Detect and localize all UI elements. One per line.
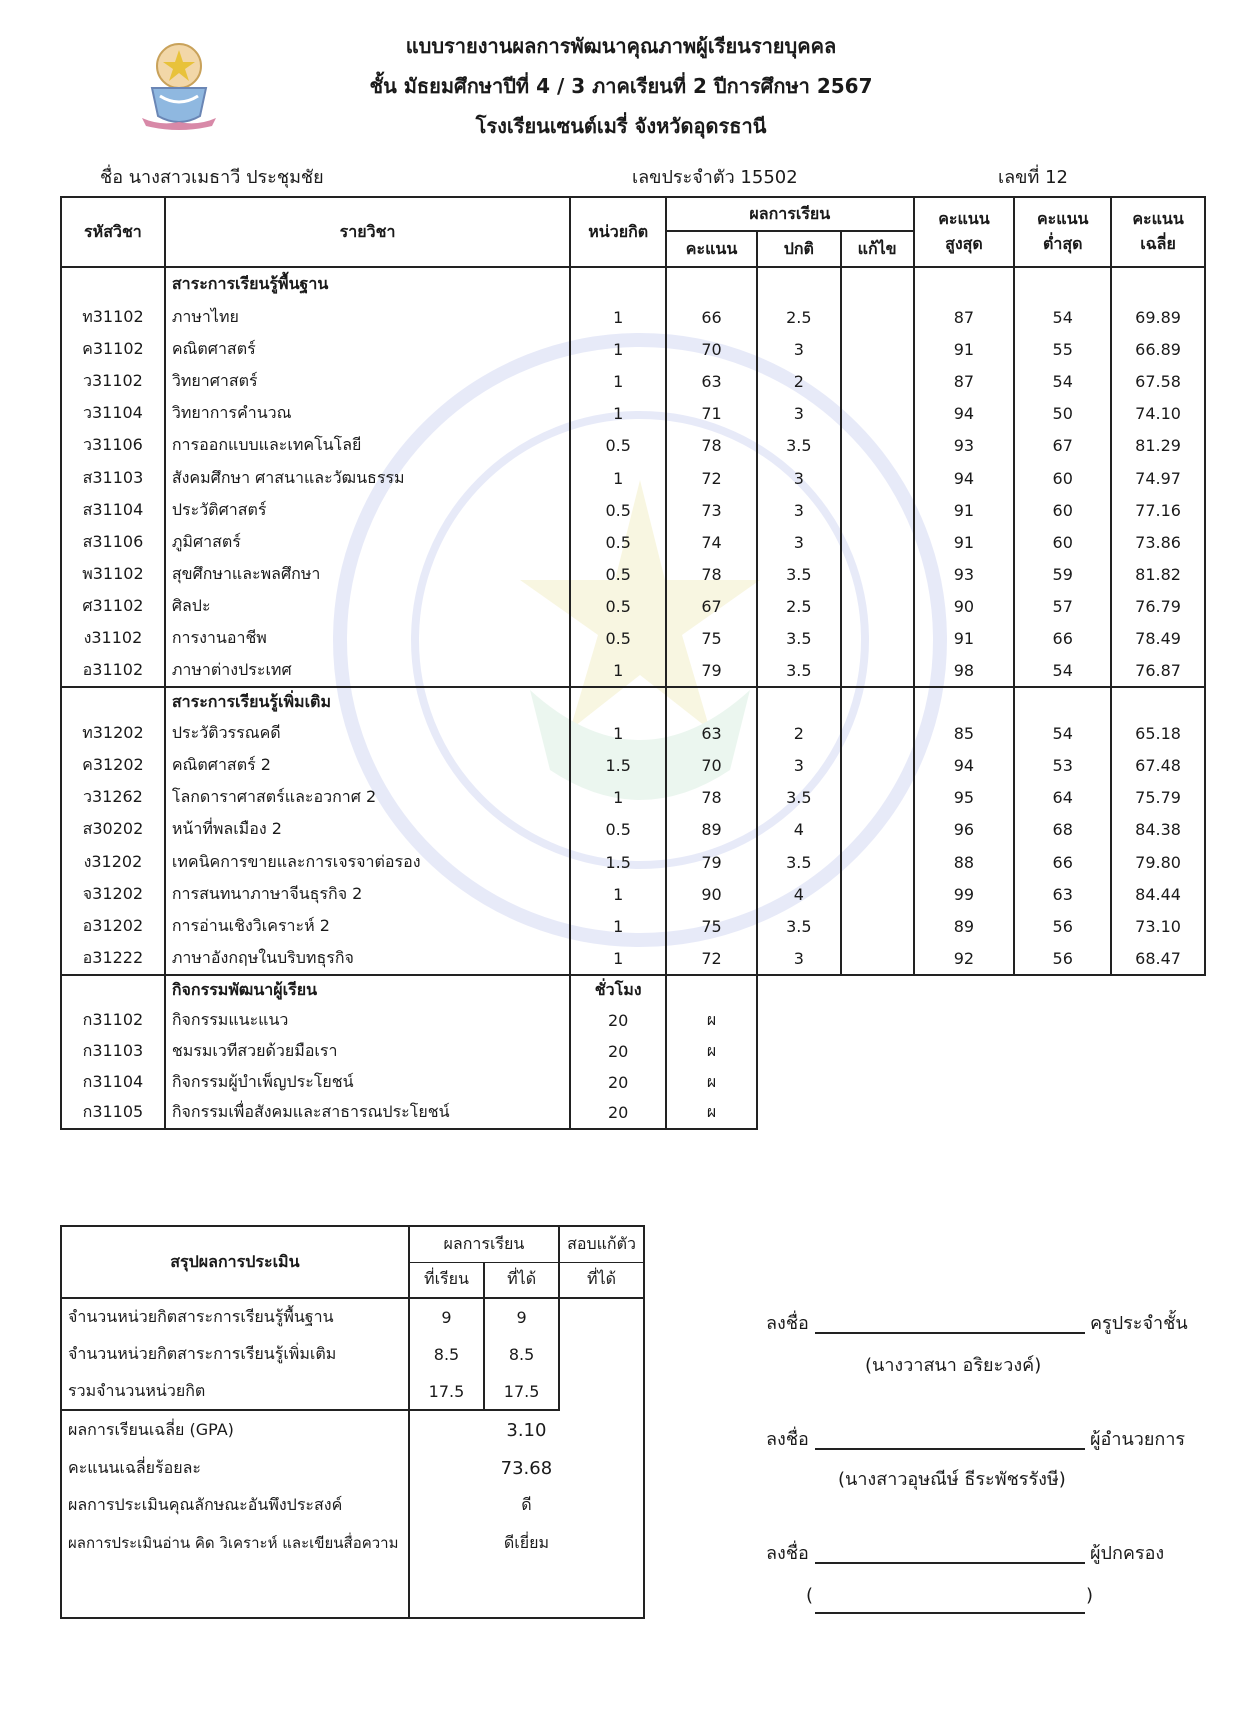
summary-extra-earned: 8.5 (484, 1336, 559, 1373)
subject-name: หน้าที่พลเมือง 2 (165, 814, 570, 846)
credit: 0.5 (570, 430, 666, 462)
activity-hours-header: ชั่วโมง (570, 975, 666, 1005)
reading-value: ดีเยี่ยม (409, 1524, 644, 1562)
min-score: 66 (1014, 846, 1111, 878)
section-row (61, 975, 1205, 1005)
score: 78 (666, 782, 757, 814)
subject-name: สังคมศึกษา ศาสนาและวัฒนธรรม (165, 462, 570, 494)
score: 79 (666, 655, 757, 687)
avg-score: 79.80 (1111, 846, 1205, 878)
table-row (61, 494, 1205, 526)
subject-code: ว31106 (61, 430, 165, 462)
grade: 3 (757, 943, 841, 975)
credit: 1 (570, 365, 666, 397)
max-score: 95 (914, 782, 1015, 814)
grade: 3 (757, 494, 841, 526)
grade-fix (841, 398, 914, 430)
score: 74 (666, 526, 757, 558)
subject-name: การสนทนาภาษาจีนธุรกิจ 2 (165, 878, 570, 910)
avg-score: 78.49 (1111, 623, 1205, 655)
student-number: เลขที่ 12 (998, 167, 1068, 188)
table-row (61, 526, 1205, 558)
score: 67 (666, 591, 757, 623)
section-basic: สาระการเรียนรู้พื้นฐาน (165, 267, 570, 301)
avg-score: 74.97 (1111, 462, 1205, 494)
character-label: ผลการประเมินคุณลักษณะอันพึงประสงค์ (61, 1486, 409, 1524)
header-fix: แก้ไข (841, 231, 914, 267)
credit: 0.5 (570, 494, 666, 526)
subject-code: ส31103 (61, 462, 165, 494)
header-code: รหัสวิชา (61, 197, 165, 267)
section-extra: สาระการเรียนรู้เพิ่มเติม (165, 687, 570, 717)
header-max: คะแนน สูงสุด (914, 197, 1015, 267)
table-row (61, 846, 1205, 878)
grade-fix (841, 749, 914, 781)
subject-name: ศิลปะ (165, 591, 570, 623)
empty-cell (570, 687, 666, 717)
percent-value: 73.68 (409, 1450, 644, 1486)
subject-code: ส31106 (61, 526, 165, 558)
grade-fix (841, 846, 914, 878)
min-score: 54 (1014, 301, 1111, 333)
max-score: 91 (914, 333, 1015, 365)
grade: 3.5 (757, 623, 841, 655)
empty-cell (841, 687, 914, 717)
empty-cell (914, 687, 1015, 717)
grade: 2 (757, 365, 841, 397)
role-teacher: ครูประจำชั้น (1090, 1313, 1188, 1334)
header-score: คะแนน (666, 231, 757, 267)
avg-score: 77.16 (1111, 494, 1205, 526)
summary-basic-label: จำนวนหน่วยกิตสาระการเรียนรู้พื้นฐาน (61, 1298, 409, 1336)
header-normal: ปกติ (757, 231, 841, 267)
summary-result-header: ผลการเรียน (409, 1226, 559, 1262)
subject-code: ง31102 (61, 623, 165, 655)
sign-label-teacher: ลงชื่อ (766, 1313, 809, 1334)
percent-label: คะแนนเฉลี่ยร้อยละ (61, 1450, 409, 1486)
subject-code: ว31102 (61, 365, 165, 397)
grade-fix (841, 301, 914, 333)
empty-cell (1014, 687, 1111, 717)
parent-name-close: ) (1086, 1585, 1094, 1606)
min-score: 64 (1014, 782, 1111, 814)
signature-line-teacher (815, 1332, 1085, 1334)
role-parent: ผู้ปกครอง (1090, 1543, 1165, 1564)
table-row (61, 910, 1205, 942)
max-score: 89 (914, 910, 1015, 942)
signature-line-parent (815, 1562, 1085, 1564)
summary-title: สรุปผลการประเมิน (61, 1226, 409, 1298)
table-row (61, 559, 1205, 591)
activity-row (61, 1036, 1205, 1067)
table-row (61, 365, 1205, 397)
subject-code: ค31102 (61, 333, 165, 365)
score: 70 (666, 333, 757, 365)
max-score: 85 (914, 717, 1015, 749)
signature-line-director (815, 1448, 1085, 1450)
avg-score: 67.58 (1111, 365, 1205, 397)
score: 70 (666, 749, 757, 781)
grade: 3.5 (757, 559, 841, 591)
max-score: 94 (914, 398, 1015, 430)
grade: 3.5 (757, 430, 841, 462)
table-row (61, 717, 1205, 749)
min-score: 50 (1014, 398, 1111, 430)
credit: 0.5 (570, 591, 666, 623)
credit: 0.5 (570, 623, 666, 655)
score: 73 (666, 494, 757, 526)
score: 63 (666, 365, 757, 397)
empty-cell (666, 687, 757, 717)
avg-score: 84.44 (1111, 878, 1205, 910)
grade: 2.5 (757, 301, 841, 333)
summary-earned-header: ที่ได้ (484, 1262, 559, 1298)
subject-code: ว31104 (61, 398, 165, 430)
grade-fix (841, 526, 914, 558)
min-score: 60 (1014, 462, 1111, 494)
avg-score: 73.10 (1111, 910, 1205, 942)
gpa-value: 3.10 (409, 1410, 644, 1450)
header-credit: หน่วยกิต (570, 197, 666, 267)
summary-retest-earned-header: ที่ได้ (559, 1262, 644, 1298)
subject-name: ภาษาอังกฤษในบริบทธุรกิจ (165, 943, 570, 975)
credit: 1 (570, 910, 666, 942)
min-score: 55 (1014, 333, 1111, 365)
subject-code: ศ31102 (61, 591, 165, 623)
avg-score: 69.89 (1111, 301, 1205, 333)
grade: 4 (757, 878, 841, 910)
activity-code: ก31104 (61, 1067, 165, 1098)
max-score: 94 (914, 462, 1015, 494)
score: 72 (666, 943, 757, 975)
sign-label-director: ลงชื่อ (766, 1429, 809, 1450)
summary-retest-header: สอบแก้ตัว (559, 1226, 644, 1262)
parent-name-open: ( (806, 1585, 814, 1606)
grade: 3 (757, 333, 841, 365)
min-score: 57 (1014, 591, 1111, 623)
avg-score: 73.86 (1111, 526, 1205, 558)
grade: 3 (757, 462, 841, 494)
min-score: 56 (1014, 943, 1111, 975)
min-score: 68 (1014, 814, 1111, 846)
min-score: 53 (1014, 749, 1111, 781)
max-score: 91 (914, 526, 1015, 558)
grade: 3 (757, 526, 841, 558)
student-name: ชื่อ นางสาวเมธาวี ประชุมชัย (100, 167, 324, 188)
director-name: (นางสาวอุษณีษ์ ธีระพัชรรังษี) (838, 1469, 1066, 1490)
subject-name: คณิตศาสตร์ (165, 333, 570, 365)
subject-name: ภาษาต่างประเทศ (165, 655, 570, 687)
subject-code: ส31104 (61, 494, 165, 526)
activity-hours: 20 (570, 1036, 666, 1067)
avg-score: 74.10 (1111, 398, 1205, 430)
max-score: 91 (914, 623, 1015, 655)
credit: 0.5 (570, 526, 666, 558)
grade-fix (841, 655, 914, 687)
grade-fix (841, 943, 914, 975)
subject-code: พ31102 (61, 559, 165, 591)
min-score: 54 (1014, 717, 1111, 749)
score: 72 (666, 462, 757, 494)
activity-name: กิจกรรมเพื่อสังคมและสาธารณประโยชน์ (165, 1098, 570, 1129)
grade-fix (841, 591, 914, 623)
subject-code: อ31222 (61, 943, 165, 975)
max-score: 92 (914, 943, 1015, 975)
subject-name: คณิตศาสตร์ 2 (165, 749, 570, 781)
summary-total-label: รวมจำนวนหน่วยกิต (61, 1373, 409, 1410)
grade: 3 (757, 749, 841, 781)
activity-result: ผ (666, 1098, 757, 1129)
max-score: 93 (914, 430, 1015, 462)
subject-code: ส30202 (61, 814, 165, 846)
subject-name: ประวัติวรรณคดี (165, 717, 570, 749)
activity-name: ชมรมเวทีสวยด้วยมือเรา (165, 1036, 570, 1067)
max-score: 91 (914, 494, 1015, 526)
min-score: 54 (1014, 365, 1111, 397)
student-id: เลขประจำตัว 15502 (632, 167, 798, 188)
subject-name: ภูมิศาสตร์ (165, 526, 570, 558)
min-score: 59 (1014, 559, 1111, 591)
report-title: แบบรายงานผลการพัฒนาคุณภาพผู้เรียนรายบุคคล (405, 34, 837, 58)
activity-row (61, 1067, 1205, 1098)
activity-code: ก31103 (61, 1036, 165, 1067)
subject-name: วิทยาการคำนวณ (165, 398, 570, 430)
activity-result: ผ (666, 1067, 757, 1098)
header-subject: รายวิชา (165, 197, 570, 267)
table-row (61, 398, 1205, 430)
summary-total-earned: 17.5 (484, 1373, 559, 1410)
credit: 1 (570, 301, 666, 333)
grade-fix (841, 462, 914, 494)
grade: 3.5 (757, 655, 841, 687)
grade-fix (841, 365, 914, 397)
reading-label: ผลการประเมินอ่าน คิด วิเคราะห์ และเขียนสื่อความ (61, 1524, 409, 1562)
max-score: 93 (914, 559, 1015, 591)
grade: 3 (757, 398, 841, 430)
avg-score: 75.79 (1111, 782, 1205, 814)
empty-cell (666, 975, 757, 1005)
summary-extra-studied: 8.5 (409, 1336, 484, 1373)
activity-row (61, 1098, 1205, 1129)
credit: 1 (570, 717, 666, 749)
avg-score: 81.29 (1111, 430, 1205, 462)
subject-name: ประวัติศาสตร์ (165, 494, 570, 526)
grade: 2.5 (757, 591, 841, 623)
max-score: 88 (914, 846, 1015, 878)
grade: 3.5 (757, 910, 841, 942)
activity-row (61, 1005, 1205, 1036)
activity-result: ผ (666, 1036, 757, 1067)
parent-name-line (815, 1612, 1085, 1614)
score: 75 (666, 910, 757, 942)
credit: 0.5 (570, 559, 666, 591)
teacher-name: (นางวาสนา อริยะวงค์) (865, 1355, 1042, 1376)
summary-table (60, 1225, 645, 1619)
subject-name: โลกดาราศาสตร์และอวกาศ 2 (165, 782, 570, 814)
grade: 2 (757, 717, 841, 749)
credit: 1 (570, 398, 666, 430)
grade-fix (841, 814, 914, 846)
grade: 4 (757, 814, 841, 846)
section-row (61, 687, 1205, 717)
empty-cell (757, 687, 841, 717)
subject-code: จ31202 (61, 878, 165, 910)
score: 75 (666, 623, 757, 655)
activity-name: กิจกรรมแนะแนว (165, 1005, 570, 1036)
score: 79 (666, 846, 757, 878)
subject-code: อ31202 (61, 910, 165, 942)
max-score: 94 (914, 749, 1015, 781)
header-result: ผลการเรียน (666, 197, 913, 231)
grade-fix (841, 559, 914, 591)
score: 66 (666, 301, 757, 333)
table-row (61, 462, 1205, 494)
empty-cell (1111, 687, 1205, 717)
summary-studied-header: ที่เรียน (409, 1262, 484, 1298)
grade-fix (841, 878, 914, 910)
avg-score: 76.87 (1111, 655, 1205, 687)
subject-code: ท31202 (61, 717, 165, 749)
table-row (61, 655, 1205, 687)
header-avg: คะแนน เฉลี่ย (1111, 197, 1205, 267)
subject-name: เทคนิคการขายและการเจรจาต่อรอง (165, 846, 570, 878)
subject-code: อ31102 (61, 655, 165, 687)
empty-cell (61, 687, 165, 717)
report-subtitle: ชั้น มัธยมศึกษาปีที่ 4 / 3 ภาคเรียนที่ 2 ปีการศึกษา 2567 (369, 74, 873, 98)
subject-name: การออกแบบและเทคโนโลยี (165, 430, 570, 462)
min-score: 63 (1014, 878, 1111, 910)
credit: 0.5 (570, 814, 666, 846)
school-name: โรงเรียนเซนต์เมรี่ จังหวัดอุดรธานี (475, 114, 767, 138)
header-min: คะแนน ต่ำสุด (1014, 197, 1111, 267)
max-score: 98 (914, 655, 1015, 687)
credit: 1 (570, 655, 666, 687)
grade-fix (841, 494, 914, 526)
credit: 1 (570, 943, 666, 975)
score: 78 (666, 430, 757, 462)
max-score: 99 (914, 878, 1015, 910)
section-activity: กิจกรรมพัฒนาผู้เรียน (165, 975, 570, 1005)
table-row (61, 943, 1205, 975)
subject-name: การงานอาชีพ (165, 623, 570, 655)
table-row (61, 749, 1205, 781)
credit: 1 (570, 878, 666, 910)
grade: 3.5 (757, 846, 841, 878)
score: 71 (666, 398, 757, 430)
min-score: 60 (1014, 494, 1111, 526)
character-value: ดี (409, 1486, 644, 1524)
credit: 1 (570, 782, 666, 814)
min-score: 66 (1014, 623, 1111, 655)
grade-fix (841, 782, 914, 814)
subject-code: ท31102 (61, 301, 165, 333)
max-score: 96 (914, 814, 1015, 846)
min-score: 54 (1014, 655, 1111, 687)
table-row (61, 301, 1205, 333)
max-score: 87 (914, 301, 1015, 333)
credit: 1 (570, 462, 666, 494)
grade-fix (841, 333, 914, 365)
subject-code: ว31262 (61, 782, 165, 814)
score: 89 (666, 814, 757, 846)
activity-name: กิจกรรมผู้บำเพ็ญประโยชน์ (165, 1067, 570, 1098)
activity-code: ก31105 (61, 1098, 165, 1129)
score: 63 (666, 717, 757, 749)
grades-table (60, 196, 1206, 1130)
avg-score: 67.48 (1111, 749, 1205, 781)
table-row (61, 814, 1205, 846)
grade-fix (841, 430, 914, 462)
avg-score: 68.47 (1111, 943, 1205, 975)
activity-result: ผ (666, 1005, 757, 1036)
grade-fix (841, 717, 914, 749)
score: 90 (666, 878, 757, 910)
table-row (61, 623, 1205, 655)
summary-basic-earned: 9 (484, 1298, 559, 1336)
summary-total-studied: 17.5 (409, 1373, 484, 1410)
subject-code: ค31202 (61, 749, 165, 781)
min-score: 56 (1014, 910, 1111, 942)
activity-hours: 20 (570, 1098, 666, 1129)
min-score: 60 (1014, 526, 1111, 558)
avg-score: 76.79 (1111, 591, 1205, 623)
activity-hours: 20 (570, 1067, 666, 1098)
min-score: 67 (1014, 430, 1111, 462)
subject-code: ง31202 (61, 846, 165, 878)
max-score: 90 (914, 591, 1015, 623)
credit: 1.5 (570, 846, 666, 878)
table-row (61, 591, 1205, 623)
gpa-label: ผลการเรียนเฉลี่ย (GPA) (61, 1410, 409, 1450)
grade-fix (841, 623, 914, 655)
score: 78 (666, 559, 757, 591)
table-row (61, 333, 1205, 365)
avg-score: 81.82 (1111, 559, 1205, 591)
avg-score: 66.89 (1111, 333, 1205, 365)
activity-hours: 20 (570, 1005, 666, 1036)
summary-basic-studied: 9 (409, 1298, 484, 1336)
summary-extra-label: จำนวนหน่วยกิตสาระการเรียนรู้เพิ่มเติม (61, 1336, 409, 1373)
grade-fix (841, 910, 914, 942)
subject-name: การอ่านเชิงวิเคราะห์ 2 (165, 910, 570, 942)
avg-score: 65.18 (1111, 717, 1205, 749)
subject-name: ภาษาไทย (165, 301, 570, 333)
subject-name: สุขศึกษาและพลศึกษา (165, 559, 570, 591)
sign-label-parent: ลงชื่อ (766, 1543, 809, 1564)
avg-score: 84.38 (1111, 814, 1205, 846)
max-score: 87 (914, 365, 1015, 397)
subject-name: วิทยาศาสตร์ (165, 365, 570, 397)
credit: 1.5 (570, 749, 666, 781)
empty-cell (61, 975, 165, 1005)
grade: 3.5 (757, 782, 841, 814)
table-row (61, 878, 1205, 910)
table-row (61, 430, 1205, 462)
role-director: ผู้อำนวยการ (1090, 1429, 1186, 1450)
credit: 1 (570, 333, 666, 365)
table-row (61, 782, 1205, 814)
activity-code: ก31102 (61, 1005, 165, 1036)
